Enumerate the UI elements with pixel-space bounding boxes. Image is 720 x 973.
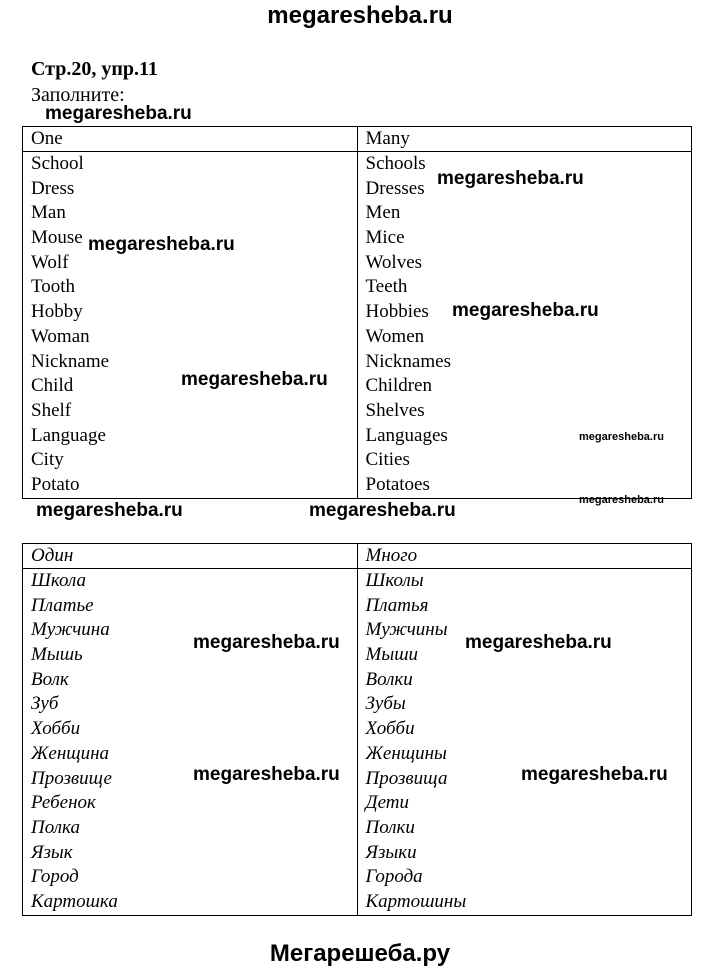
watermark: megaresheba.ru — [579, 494, 664, 506]
word-entry: Wolf — [31, 251, 69, 273]
watermark: megaresheba.ru — [193, 764, 340, 785]
header-one: One — [23, 127, 358, 152]
watermark: megaresheba.ru — [465, 632, 612, 653]
word-entry: Платья — [365, 594, 429, 616]
header-many: Many — [357, 127, 692, 152]
word-entry: Волки — [365, 668, 413, 690]
word-entry: Ребенок — [31, 792, 96, 814]
word-entry: Школа — [31, 570, 87, 591]
word-entry: Полки — [365, 816, 415, 838]
word-entry: Прозвище — [31, 767, 112, 789]
word-entry: Potato — [31, 473, 80, 495]
word-entry: Teeth — [365, 276, 408, 298]
word-entry: Город — [31, 866, 79, 888]
word-entry: Mouse — [31, 227, 83, 249]
word-entry: Hobby — [31, 301, 83, 323]
word-entry: Dress — [31, 177, 75, 199]
word-entry: Man — [31, 202, 66, 224]
word-entry: Мыши — [365, 644, 419, 666]
word-entry: Potatoes — [365, 473, 430, 495]
word-entry: Nickname — [31, 350, 110, 372]
watermark: megaresheba.ru — [36, 500, 183, 521]
word-entry: Languages — [365, 424, 448, 446]
singular-column — [23, 152, 358, 499]
russian-plural-table — [22, 543, 692, 916]
word-entry: Школы — [365, 570, 424, 591]
word-entry: Прозвища — [365, 767, 448, 789]
watermark: megaresheba.ru — [193, 632, 340, 653]
word-entry: Полка — [31, 816, 80, 838]
header-mnogo: Много — [357, 544, 692, 569]
site-header: megaresheba.ru — [267, 2, 453, 29]
word-entry: Shelves — [365, 399, 425, 421]
word-entry: Children — [365, 375, 432, 397]
word-entry: Мышь — [31, 644, 83, 666]
task-title: Стр.20, упр.11 — [31, 58, 158, 80]
site-footer: Мегарешеба.ру — [269, 940, 451, 967]
header-odin: Один — [23, 544, 358, 569]
word-entry: Мужчина — [31, 619, 110, 641]
word-entry: Языки — [365, 841, 417, 863]
word-entry: Women — [365, 325, 425, 347]
watermark: megaresheba.ru — [452, 300, 599, 321]
word-entry: Мужчины — [365, 619, 448, 641]
word-entry: Dresses — [365, 177, 425, 199]
watermark: megaresheba.ru — [88, 234, 235, 255]
word-entry: Tooth — [31, 276, 76, 298]
task-instruction: Заполните: — [31, 84, 125, 106]
word-entry: School — [31, 153, 84, 174]
watermark: megaresheba.ru — [579, 431, 664, 443]
watermark: megaresheba.ru — [181, 369, 328, 390]
word-entry: Волк — [31, 668, 69, 690]
word-entry: Язык — [31, 841, 73, 863]
word-entry: Wolves — [365, 251, 423, 273]
word-entry: Женщина — [31, 742, 110, 764]
watermark: megaresheba.ru — [309, 500, 456, 521]
word-entry: Хобби — [31, 718, 81, 740]
word-entry: Cities — [365, 449, 410, 471]
word-entry: Child — [31, 375, 74, 397]
word-entry: Дети — [365, 792, 409, 814]
word-entry: Картошка — [31, 890, 118, 912]
word-entry: Nicknames — [365, 350, 451, 372]
word-entry: Платье — [31, 594, 94, 616]
word-entry: Mice — [365, 227, 405, 249]
word-entry: Картошины — [365, 890, 467, 912]
plural-column — [357, 152, 692, 499]
plural-column-ru — [357, 569, 692, 916]
word-entry: City — [31, 449, 64, 471]
watermark: megaresheba.ru — [521, 764, 668, 785]
watermark: megaresheba.ru — [45, 103, 192, 124]
word-entry: Woman — [31, 325, 90, 347]
word-entry: Shelf — [31, 399, 72, 421]
watermark: megaresheba.ru — [437, 168, 584, 189]
word-entry: Men — [365, 202, 401, 224]
word-entry: Города — [365, 866, 423, 888]
word-entry: Language — [31, 424, 106, 446]
word-entry: Женщины — [365, 742, 447, 764]
word-entry: Зубы — [365, 693, 406, 715]
word-entry: Schools — [365, 153, 426, 174]
word-entry: Зуб — [31, 693, 59, 715]
word-entry: Hobbies — [365, 301, 429, 323]
singular-column-ru — [23, 569, 358, 916]
word-entry: Хобби — [365, 718, 415, 740]
